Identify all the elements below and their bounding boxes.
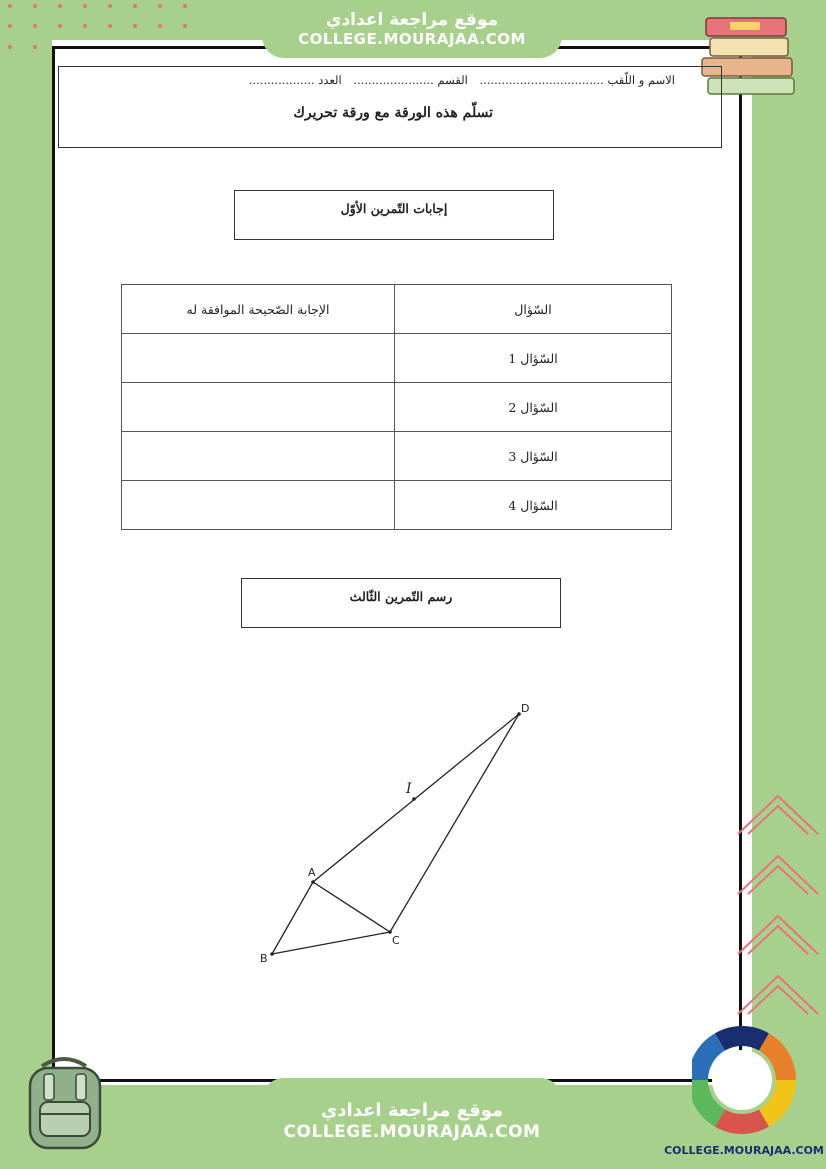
answer-cell[interactable]	[122, 481, 395, 530]
label-C: C	[392, 934, 400, 947]
point-A	[311, 880, 315, 884]
banner-url[interactable]: COLLEGE.MOURAJAA.COM	[283, 1121, 541, 1142]
segment-AD	[313, 714, 519, 882]
label-A: A	[308, 866, 316, 879]
question-cell: السّؤال 3	[395, 432, 672, 481]
table-row	[122, 383, 672, 432]
exercise3-title: رسم التّمرين الثّالث	[241, 578, 561, 628]
answer-cell[interactable]	[122, 334, 395, 383]
table-row	[122, 334, 672, 383]
label-B: B	[260, 952, 268, 965]
class-field[interactable]: القسم ......................	[353, 73, 468, 87]
column-header-answer: الإجابة الصّحيحة الموافقة له	[122, 285, 395, 334]
submission-note: تسلّم هذه الورقة مع ورقة تحريرك	[293, 105, 493, 121]
student-info-box	[58, 66, 722, 148]
education-wheel-logo	[692, 1020, 796, 1144]
label-I: I	[406, 781, 412, 797]
answer-cell[interactable]	[122, 383, 395, 432]
student-info-fields	[241, 73, 675, 87]
decorative-chevrons	[730, 790, 826, 1030]
question-cell: السّؤال 2	[395, 383, 672, 432]
answers-table	[121, 284, 672, 530]
table-row	[122, 432, 672, 481]
segment-AC	[313, 882, 390, 932]
table-row	[122, 481, 672, 530]
bottom-site-banner	[262, 1078, 562, 1169]
point-B	[270, 952, 274, 956]
question-cell: السّؤال 1	[395, 334, 672, 383]
backpack-icon	[14, 1052, 114, 1152]
segment-BC	[272, 932, 390, 954]
logo-url-label: COLLEGE.MOURAJAA.COM	[664, 1144, 824, 1157]
label-D: D	[521, 702, 530, 715]
question-cell: السّؤال 4	[395, 481, 672, 530]
segment-AB	[272, 882, 313, 954]
number-field[interactable]: العدد ..................	[248, 73, 342, 87]
top-site-banner	[262, 0, 562, 58]
column-header-question: السّؤال	[395, 285, 672, 334]
banner-arabic-title: موقع مراجعة اعدادي	[325, 10, 499, 30]
point-I	[412, 797, 416, 801]
exercise1-title: إجابات التّمرين الأوّل	[234, 190, 554, 240]
name-field[interactable]: الاسم و اللّقب ..................................	[479, 73, 675, 87]
banner-arabic-title: موقع مراجعة اعدادي	[320, 1100, 504, 1121]
geometry-figure	[240, 690, 560, 980]
segment-DC	[390, 714, 519, 932]
table-header-row	[122, 285, 672, 334]
answer-cell[interactable]	[122, 432, 395, 481]
banner-url[interactable]: COLLEGE.MOURAJAA.COM	[298, 30, 526, 49]
